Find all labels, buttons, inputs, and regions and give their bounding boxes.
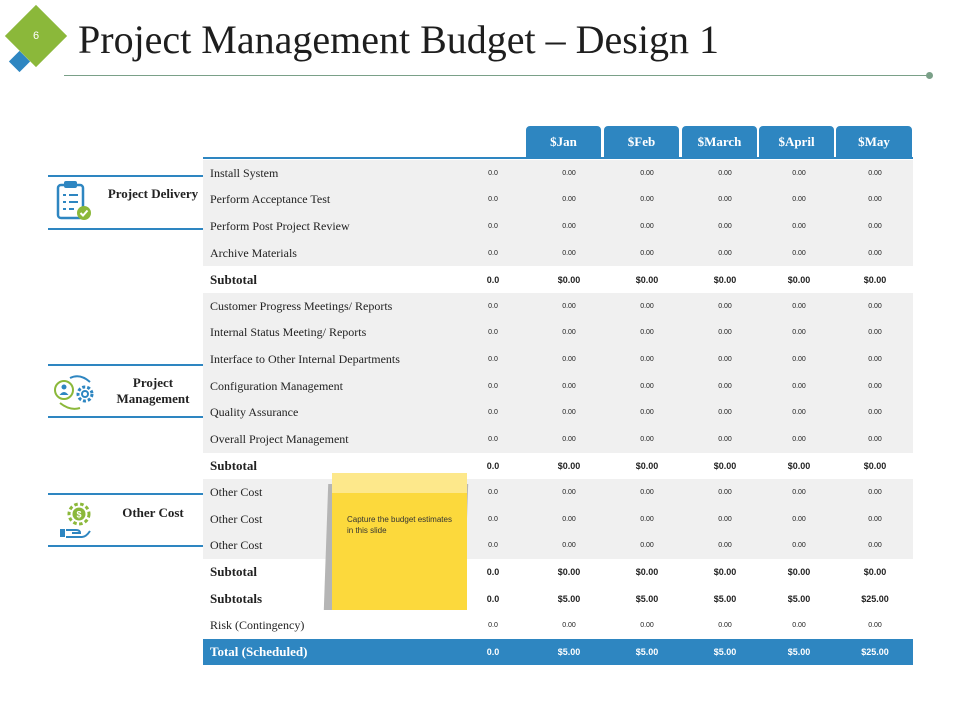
table-cell: 0.00 [868,621,882,629]
table-cell: 0.0 [488,621,498,629]
table-cell: 0.0 [488,329,498,337]
row-label: Subtotal [210,271,257,287]
team-gear-cycle-icon [50,370,100,414]
table-cell: 0.00 [640,329,654,337]
table-cell: $0.00 [713,567,737,578]
table-cell: $0.00 [635,274,659,285]
table-cell: 0.00 [868,302,882,310]
row-label: Install System [210,165,279,180]
title-divider [64,75,930,76]
table-cell: 0.00 [868,409,882,417]
table-cell: 0.00 [562,169,576,177]
table-cell: 0.00 [562,488,576,496]
table-cell: 0.0 [486,567,500,578]
subtotal-row [203,266,913,293]
table-cell: $0.00 [557,274,581,285]
table-row [203,399,913,426]
table-cell: 0.00 [868,329,882,337]
table-cell: 0.00 [562,222,576,230]
row-label: Other Cost [210,511,263,526]
table-cell: 0.00 [562,621,576,629]
table-cell: 0.00 [562,196,576,204]
table-cell: $5.00 [713,593,737,604]
table-cell: 0.0 [488,302,498,310]
sticky-note-text: Capture the budget estimates in this slide [347,515,452,535]
table-cell: 0.00 [718,169,732,177]
table-cell: 0.00 [562,515,576,523]
row-label: Risk (Contingency) [210,617,305,632]
table-cell: 0.00 [640,621,654,629]
table-cell: 0.00 [640,169,654,177]
table-cell: 0.00 [868,435,882,443]
row-label: Interface to Other Internal Departments [210,351,400,366]
table-cell: 0.0 [488,515,498,523]
table-cell: 0.0 [486,593,500,604]
table-cell: 0.00 [792,435,806,443]
table-cell: 0.0 [486,460,500,471]
category-label-other-cost: Other Cost [122,505,184,520]
table-cell: $0.00 [635,567,659,578]
table-cell: $5.00 [557,647,581,658]
table-cell: 0.0 [488,488,498,496]
table-cell: 0.00 [792,488,806,496]
title-divider-dot [926,72,933,79]
table-cell: $0.00 [787,274,811,285]
category-divider-bottom [48,228,203,230]
table-cell: $0.00 [557,567,581,578]
table-cell: 0.00 [868,249,882,257]
table-cell: 0.0 [488,409,498,417]
month-header-march: $March [682,126,757,157]
row-label: Perform Post Project Review [210,218,350,233]
category-label-project-delivery: Project Delivery [107,186,199,201]
row-label: Customer Progress Meetings/ Reports [210,298,393,313]
category-divider-top [48,175,203,177]
table-cell: $5.00 [787,647,811,658]
table-cell: 0.00 [640,196,654,204]
table-cell: $5.00 [635,647,659,658]
table-cell: 0.00 [868,169,882,177]
table-cell: $0.00 [557,460,581,471]
table-cell: 0.00 [562,382,576,390]
table-cell: 0.00 [792,515,806,523]
table-cell: 0.00 [718,542,732,550]
row-label: Quality Assurance [210,405,299,420]
table-cell: $5.00 [713,647,737,658]
sticky-note [332,473,467,610]
subtotal-row [203,453,913,480]
table-row [203,346,913,373]
table-cell: 0.0 [488,382,498,390]
row-label: Internal Status Meeting/ Reports [210,325,367,340]
row-label: Total (Scheduled) [210,644,308,660]
table-row [203,187,913,214]
table-cell: 0.00 [562,435,576,443]
table-cell: 0.00 [792,249,806,257]
table-cell: 0.0 [488,542,498,550]
table-cell: 0.00 [640,355,654,363]
month-header-april: $April [759,126,834,157]
table-cell: $0.00 [787,460,811,471]
table-cell: 0.00 [640,409,654,417]
table-cell: $5.00 [557,593,581,604]
table-cell: 0.00 [640,382,654,390]
sticky-note-tape [332,473,467,493]
table-row [203,479,913,506]
row-label: Subtotal [210,457,257,473]
table-cell: 0.00 [718,302,732,310]
row-label: Configuration Management [210,378,343,393]
table-cell: $0.00 [713,460,737,471]
table-row [203,240,913,267]
table-cell: 0.0 [488,169,498,177]
slide-number: 6 [32,30,40,42]
table-cell: $0.00 [863,274,887,285]
clipboard-checklist-icon [50,180,100,224]
row-label: Other Cost [210,484,263,499]
table-cell: $0.00 [863,460,887,471]
table-cell: 0.00 [792,302,806,310]
subtotal-row [203,559,913,586]
table-cell: 0.00 [718,409,732,417]
table-cell: 0.00 [562,249,576,257]
dollar-gear-hand-icon [50,499,100,543]
table-cell: 0.0 [488,355,498,363]
table-cell: 0.00 [792,196,806,204]
table-cell: 0.00 [792,355,806,363]
month-header-feb: $Feb [604,126,679,157]
table-cell: 0.00 [640,249,654,257]
table-cell: $5.00 [787,593,811,604]
table-cell: 0.0 [488,222,498,230]
month-header-jan: $Jan [526,126,601,157]
table-cell: $5.00 [635,593,659,604]
table-cell: 0.00 [718,329,732,337]
category-divider-top [48,493,203,495]
total-row [203,639,913,666]
table-cell: 0.00 [792,621,806,629]
table-row [203,293,913,320]
table-cell: 0.00 [718,515,732,523]
category-label-project-management: Project Management [116,375,190,406]
table-row [203,160,913,187]
category-divider-bottom [48,545,203,547]
table-row [203,506,913,533]
table-cell: 0.00 [868,488,882,496]
table-cell: 0.00 [868,382,882,390]
table-cell: 0.00 [792,382,806,390]
row-label: Perform Acceptance Test [210,192,331,207]
table-cell: 0.00 [640,488,654,496]
table-cell: 0.00 [718,222,732,230]
table-cell: $25.00 [861,647,889,658]
table-cell: 0.00 [640,515,654,523]
table-row [203,426,913,453]
table-cell: 0.00 [718,249,732,257]
table-cell: 0.00 [792,542,806,550]
svg-text:$: $ [76,509,82,520]
table-cell: 0.00 [792,409,806,417]
table-cell: $0.00 [713,274,737,285]
table-cell: 0.00 [792,222,806,230]
row-label: Overall Project Management [210,431,349,446]
table-cell: 0.0 [486,274,500,285]
row-label: Other Cost [210,538,263,553]
month-header-may: $May [836,126,912,157]
table-cell: 0.00 [718,382,732,390]
table-cell: 0.00 [718,355,732,363]
table-cell: 0.0 [488,196,498,204]
row-label: Subtotal [210,564,257,580]
table-row [203,213,913,240]
table-cell: 0.00 [868,196,882,204]
table-cell: 0.00 [640,302,654,310]
table-cell: 0.00 [562,302,576,310]
table-row [203,373,913,400]
table-cell: 0.0 [488,249,498,257]
table-cell: $0.00 [863,567,887,578]
table-cell: 0.00 [640,435,654,443]
table-cell: 0.00 [868,542,882,550]
table-cell: 0.00 [868,222,882,230]
table-cell: 0.00 [562,409,576,417]
table-cell: $0.00 [787,567,811,578]
table-cell: $25.00 [861,593,889,604]
table-cell: $0.00 [635,460,659,471]
table-cell: 0.00 [718,435,732,443]
category-divider-top [48,364,203,366]
table-cell: 0.00 [792,329,806,337]
table-row [203,320,913,347]
table-cell: 0.00 [868,515,882,523]
table-cell: 0.00 [718,196,732,204]
table-row [203,612,913,639]
header-divider [203,157,913,159]
subtotal-row [203,586,913,613]
table-cell: 0.00 [562,355,576,363]
page-title: Project Management Budget – Design 1 [78,17,719,62]
row-label: Subtotals [210,590,263,606]
table-cell: 0.00 [640,542,654,550]
table-cell: 0.00 [718,621,732,629]
table-cell: 0.0 [488,435,498,443]
table-cell: 0.00 [792,169,806,177]
category-divider-bottom [48,416,203,418]
table-cell: 0.00 [868,355,882,363]
row-label: Archive Materials [210,245,297,260]
table-cell: 0.00 [562,329,576,337]
table-cell: 0.00 [718,488,732,496]
table-row [203,532,913,559]
table-cell: 0.0 [486,647,500,658]
table-cell: 0.00 [640,222,654,230]
table-cell: 0.00 [562,542,576,550]
